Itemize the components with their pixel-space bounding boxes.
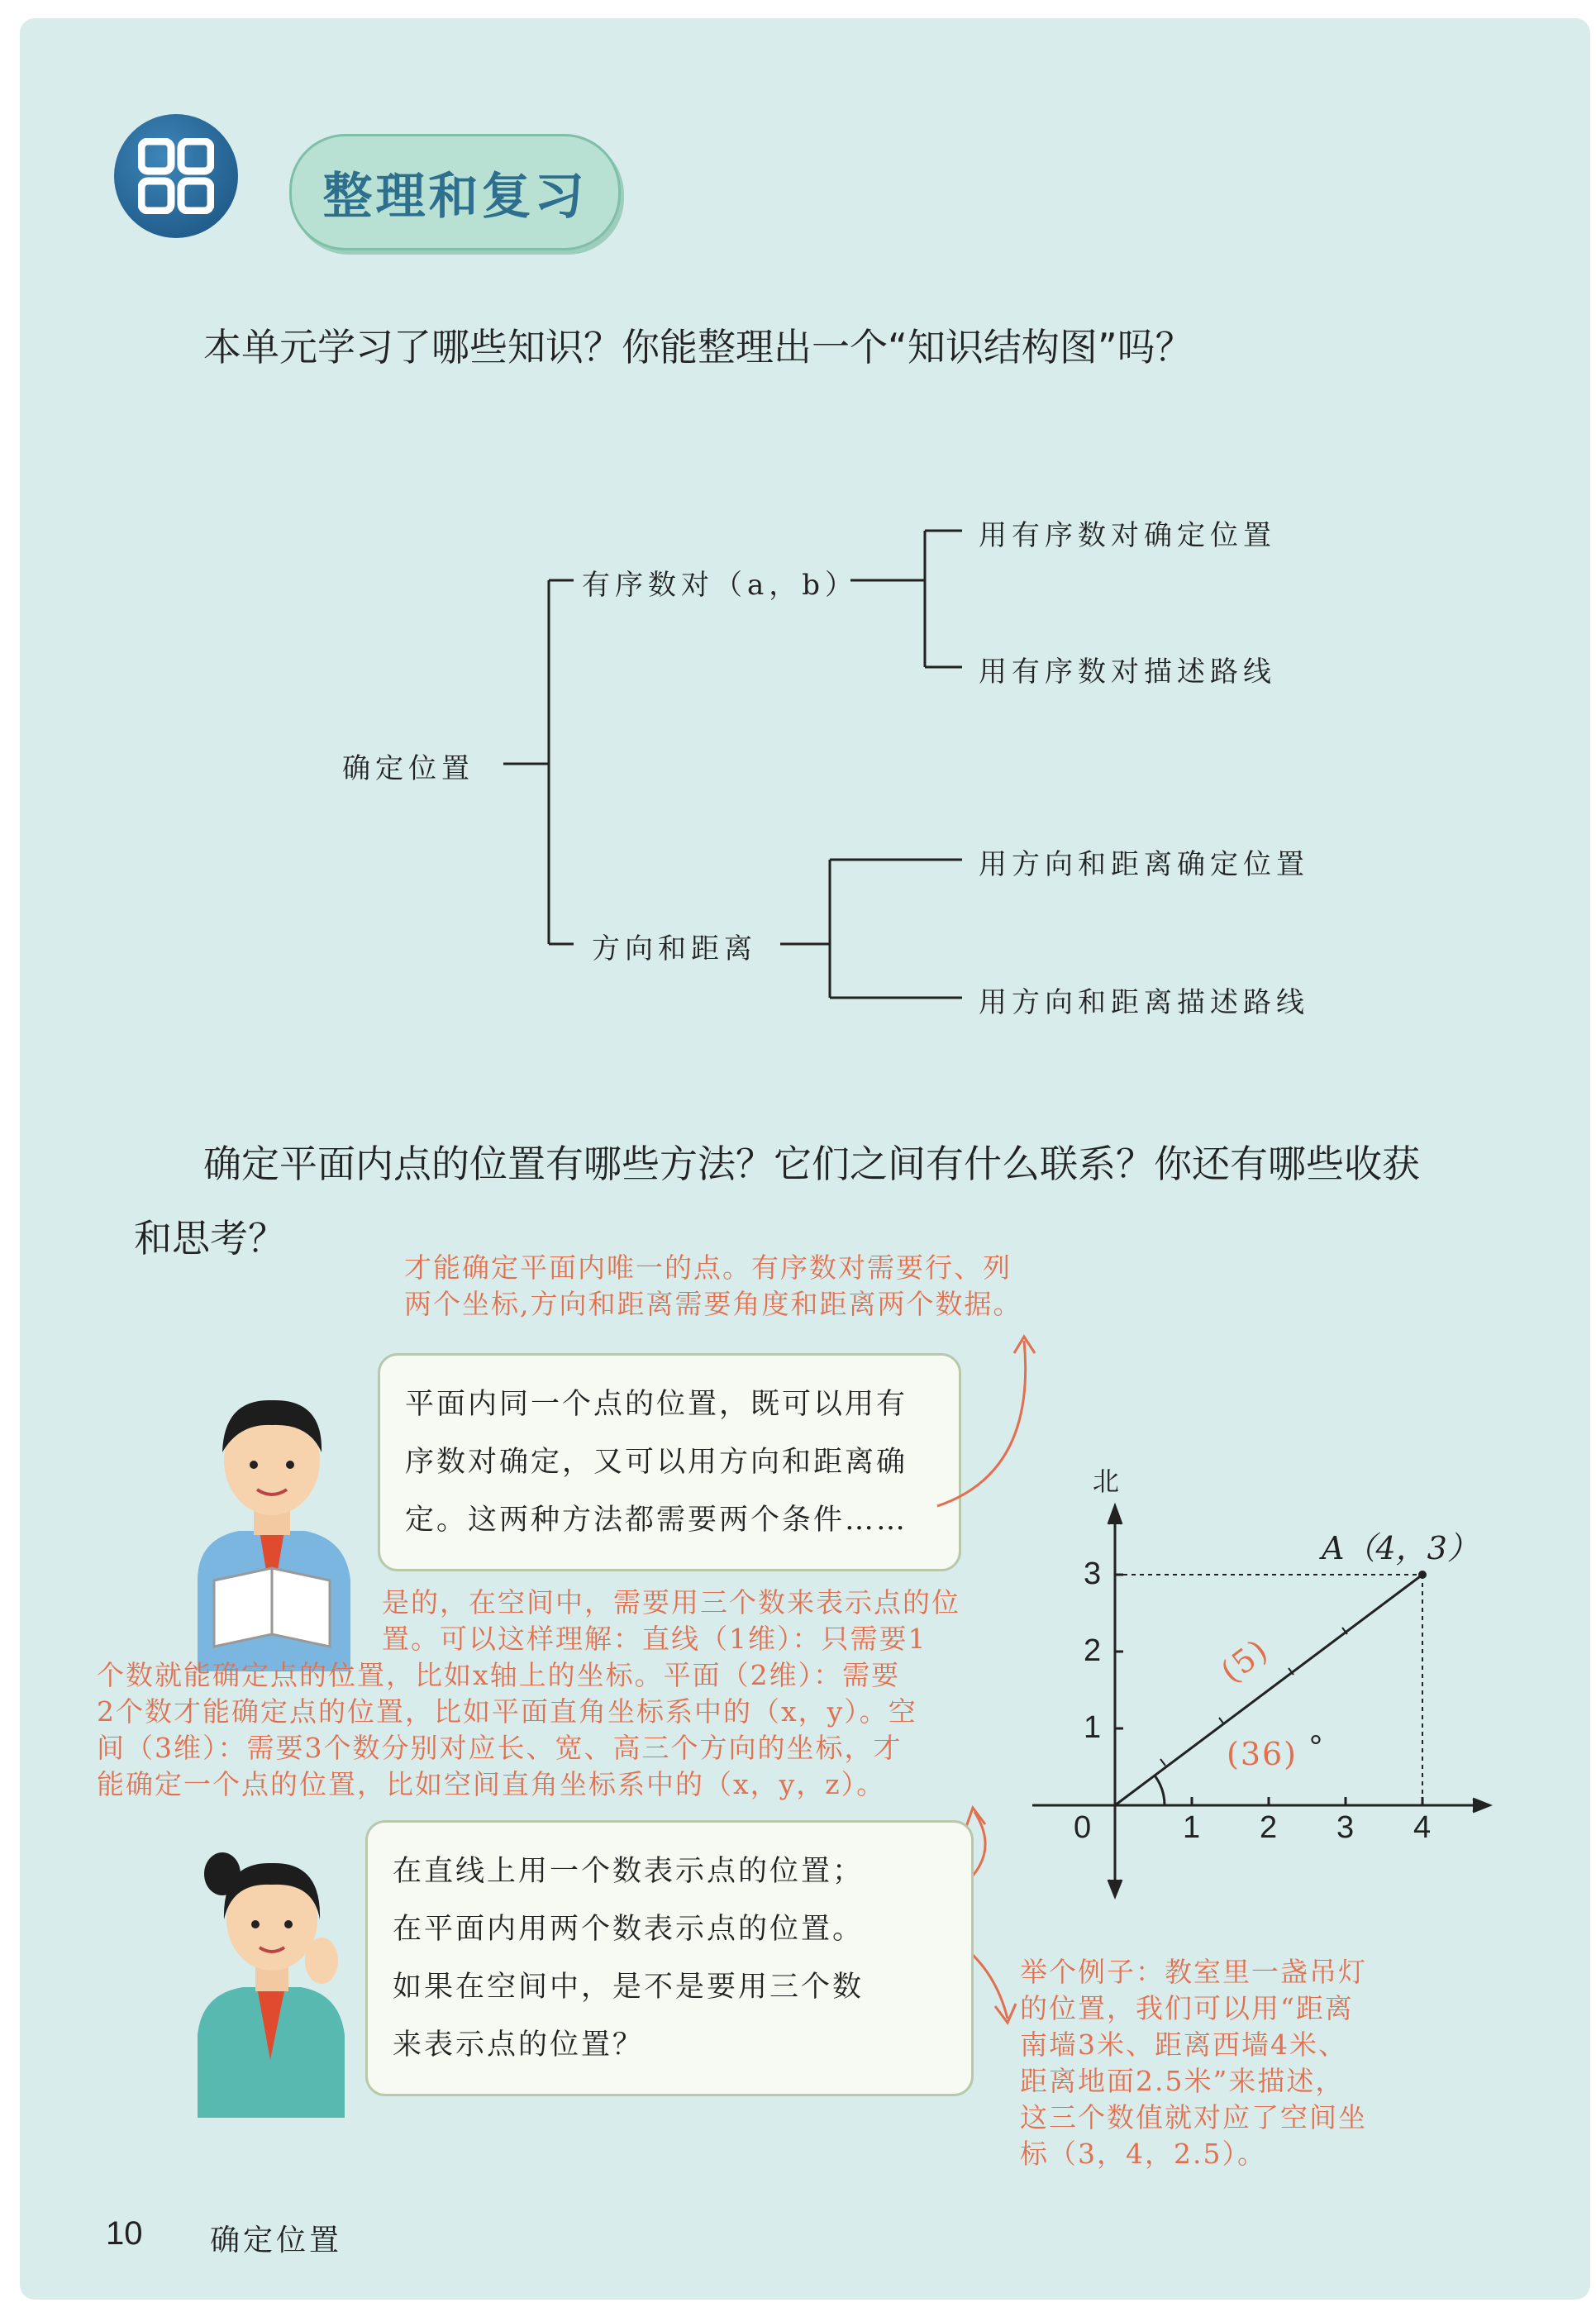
x-tick-1: 1	[1183, 1810, 1201, 1845]
bubble-line: 序数对确定，又可以用方向和距离确	[405, 1446, 908, 1479]
handwritten-note-2	[97, 1585, 1089, 1803]
footer-chapter: 确定位置	[210, 2224, 343, 2257]
note-line: 2个数才能确定点的位置，比如平面直角坐标系中的（x，y）。空	[97, 1695, 917, 1728]
y-tick-3: 3	[1084, 1556, 1102, 1591]
note-line: 能确定一个点的位置，比如空间直角坐标系中的（x，y，z）。	[97, 1768, 886, 1800]
bubble-line: 来表示点的位置？	[393, 2028, 645, 2062]
note-line: 是的，在空间中，需要用三个数来表示点的位	[382, 1586, 960, 1618]
point-a-label: A（4，3）	[1322, 1530, 1479, 1566]
note-line: 置。可以这样理解：直线（1维）：只需要1	[382, 1623, 927, 1655]
tree-leaf-4: 用方向和距离描述路线	[979, 986, 1309, 1019]
note-line: 举个例子：教室里一盏吊灯	[1020, 1956, 1367, 1988]
note-line: 个数就能确定点的位置，比如x轴上的坐标。平面（2维）：需要	[97, 1659, 901, 1691]
degree-sign: °	[1309, 1729, 1322, 1766]
page-background	[20, 18, 1590, 2300]
note-line: 这三个数值就对应了空间坐	[1020, 2101, 1367, 2133]
tree-leaf-1: 用有序数对确定位置	[979, 519, 1276, 552]
origin-label: 0	[1074, 1810, 1092, 1845]
bubble-line: 如果在空间中，是不是要用三个数	[393, 1971, 865, 2004]
question-2-line1: 确定平面内点的位置有哪些方法？它们之间有什么联系？你还有哪些收获	[203, 1142, 1420, 1186]
tree-branch-direction-distance: 方向和距离	[592, 932, 757, 965]
x-tick-4: 4	[1413, 1810, 1432, 1845]
note-line: 的位置，我们可以用“距离	[1020, 1992, 1354, 2024]
tree-leaf-3: 用方向和距离确定位置	[979, 848, 1309, 881]
tree-branch-ordered-pair: 有序数对（a，b）	[582, 569, 859, 602]
question-2-line2: 和思考？	[134, 1216, 286, 1261]
x-tick-3: 3	[1336, 1810, 1355, 1845]
note-line: 两个坐标,方向和距离需要角度和距离两个数据。	[404, 1288, 1022, 1320]
girl-speech-bubble	[365, 1820, 974, 2096]
angle-annotation: (36)	[1227, 1736, 1298, 1772]
page-number: 10	[106, 2215, 143, 2252]
y-tick-1: 1	[1084, 1710, 1102, 1745]
section-title: 整理和复习	[289, 134, 621, 250]
note-line: 南墙3米、距离西墙4米、	[1020, 2028, 1347, 2061]
note-line: 间（3维）：需要3个数分别对应长、宽、高三个方向的坐标，才	[97, 1732, 903, 1764]
y-tick-2: 2	[1084, 1633, 1102, 1668]
x-tick-2: 2	[1260, 1810, 1278, 1845]
girl-illustration	[164, 1837, 379, 2118]
bubble-line: 平面内同一个点的位置，既可以用有	[405, 1388, 908, 1421]
note-line: 标（3，4，2.5）。	[1020, 2138, 1266, 2170]
tree-root: 确定位置	[342, 752, 474, 785]
question-1: 本单元学习了哪些知识？你能整理出一个“知识结构图”吗？	[203, 325, 1193, 369]
handwritten-note-3	[1020, 1954, 1367, 2172]
north-label: 北	[1093, 1466, 1120, 1497]
bubble-line: 在平面内用两个数表示点的位置。	[393, 1913, 865, 1946]
distance-annotation: (5)	[1213, 1631, 1276, 1690]
bubble-line: 在直线上用一个数表示点的位置；	[393, 1855, 865, 1888]
tree-leaf-2: 用有序数对描述路线	[979, 655, 1276, 689]
bubble-line: 定。这两种方法都需要两个条件……	[405, 1504, 908, 1537]
note-line: 距离地面2.5米”来描述，	[1020, 2065, 1345, 2097]
note-line: 才能确定平面内唯一的点。有序数对需要行、列	[404, 1251, 1012, 1284]
